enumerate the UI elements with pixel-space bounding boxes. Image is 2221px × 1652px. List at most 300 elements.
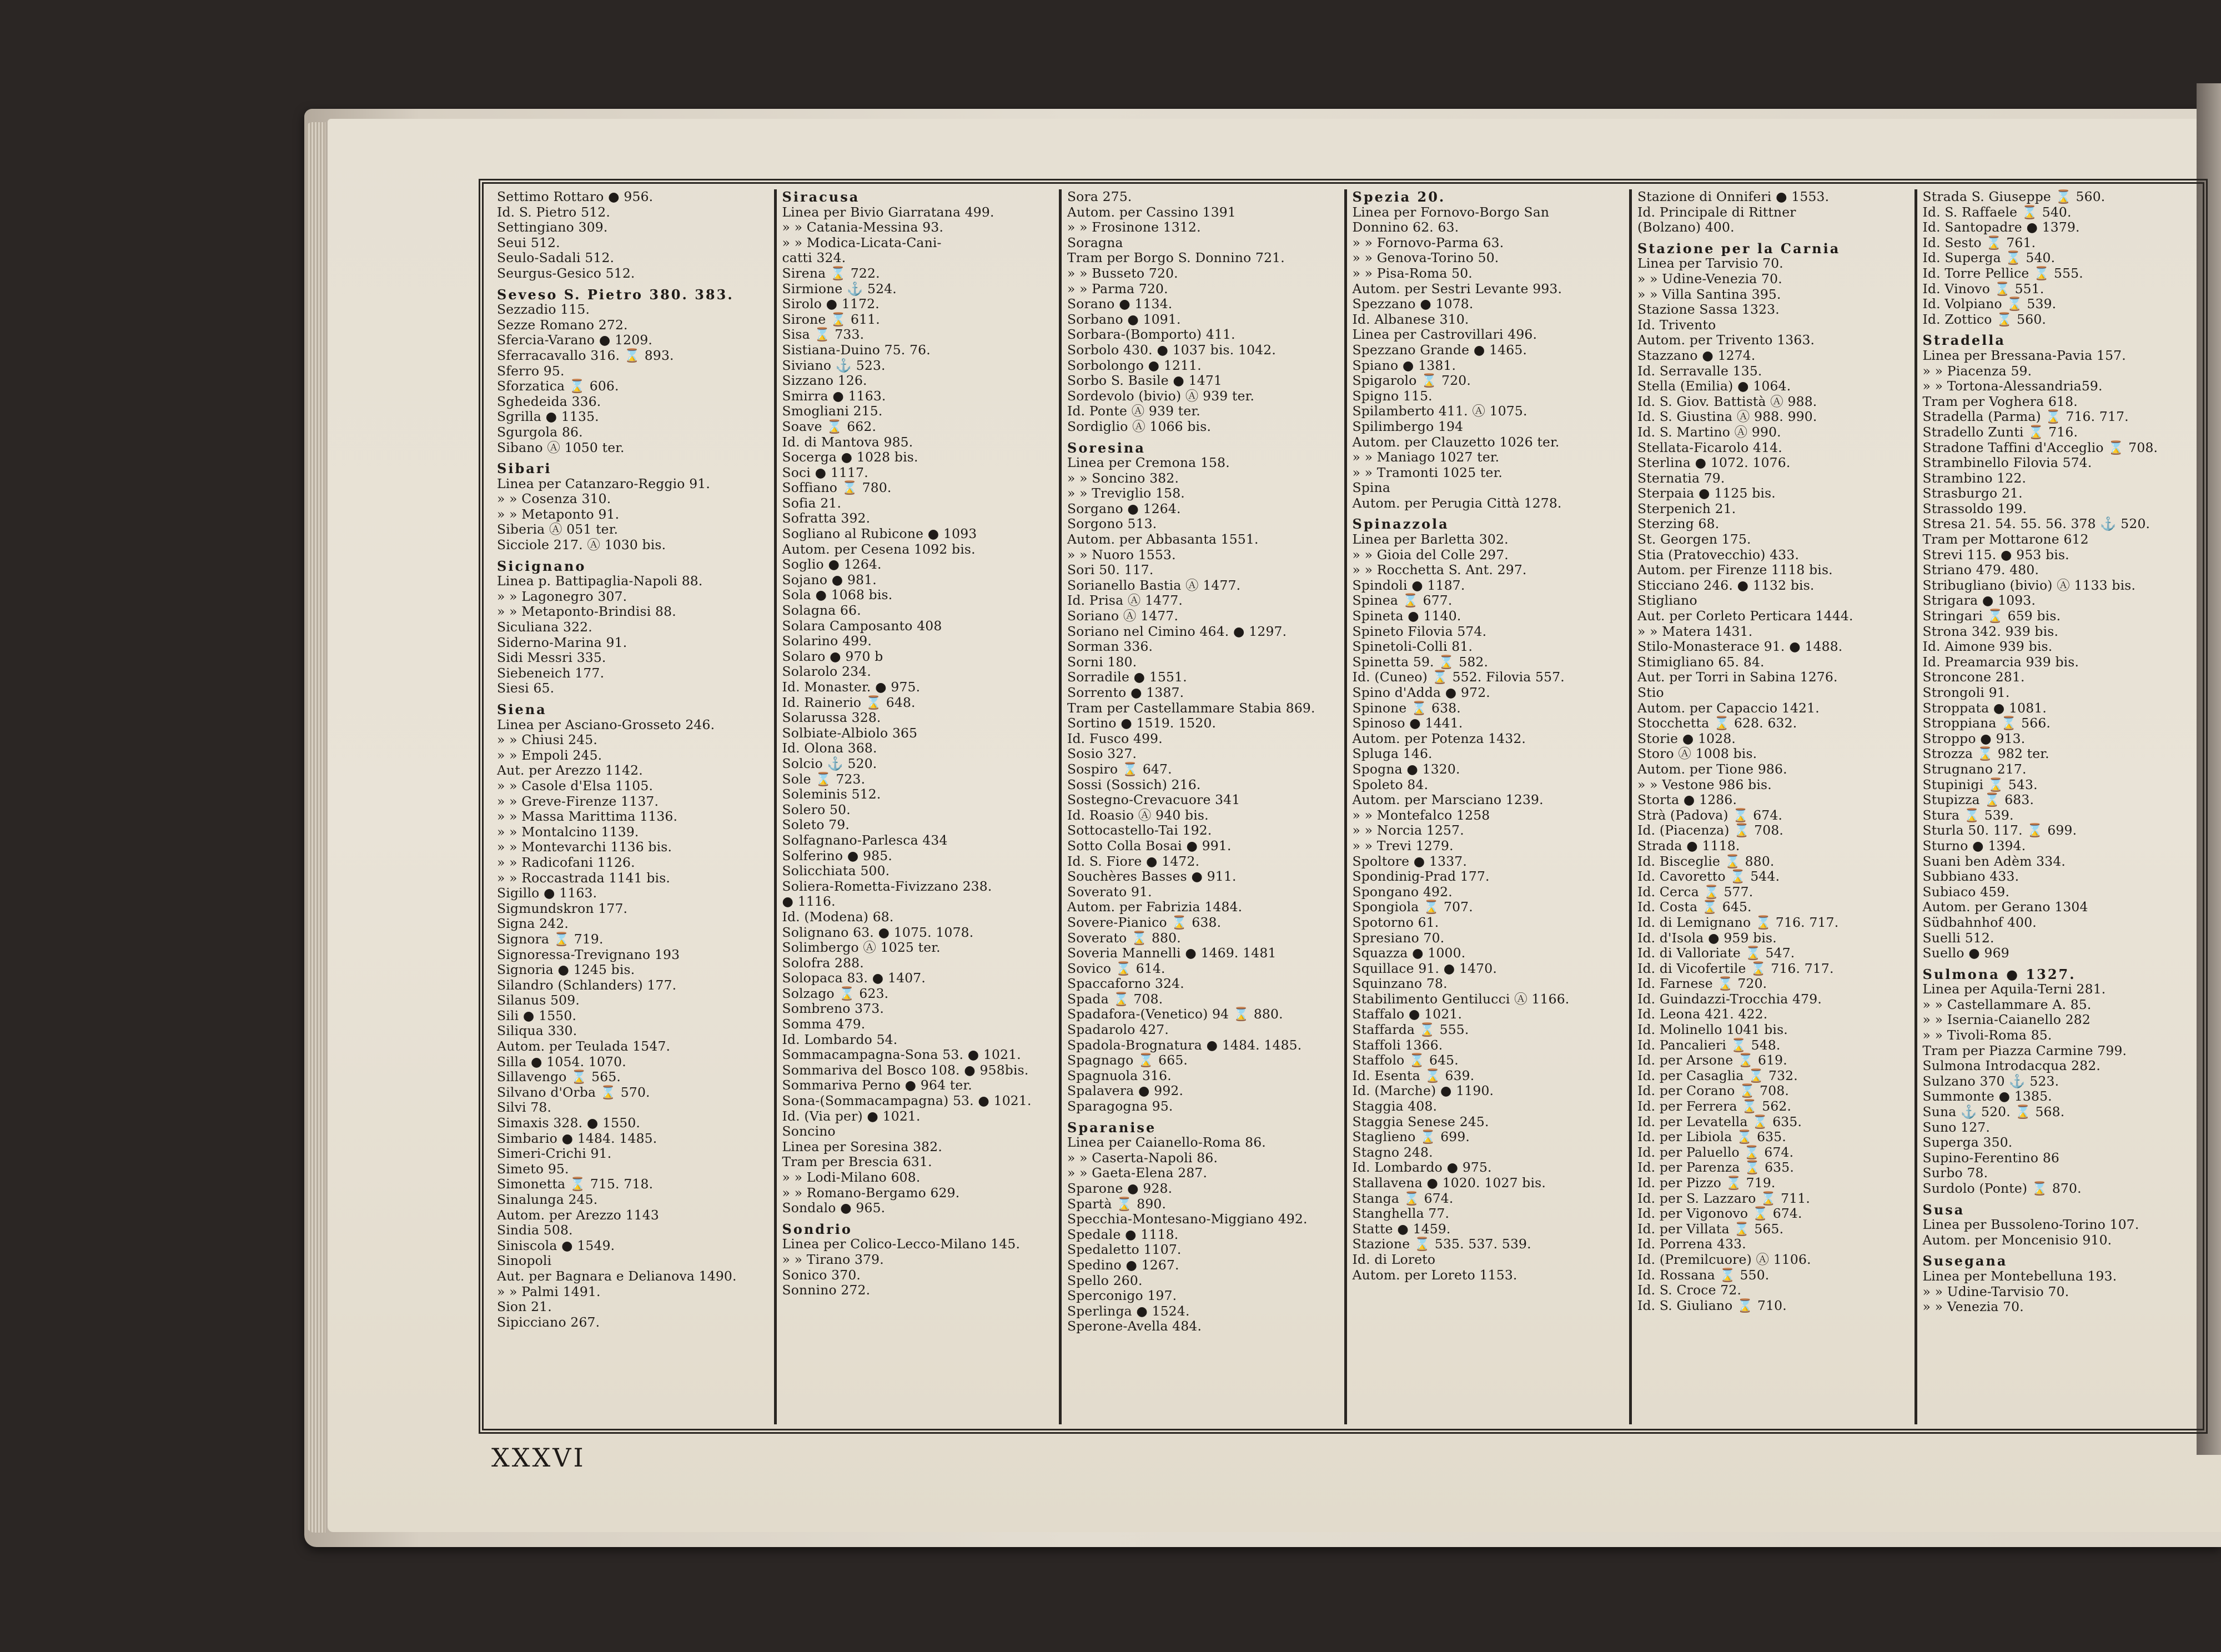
index-entry: Id. (Cuneo) ⌛ 552. Filovia 557.: [1352, 669, 1565, 685]
index-entry: Stroppo ● 913.: [1922, 730, 2026, 746]
index-entry: Id. Trivento: [1637, 317, 1716, 333]
index-entry: Signora ⌛ 719.: [497, 931, 604, 947]
index-entry: Sorbolo 430. ● 1037 bis. 1042.: [1067, 342, 1276, 358]
index-entry: Spoltore ● 1337.: [1352, 853, 1468, 869]
index-entry: » » Metaponto 91.: [497, 506, 620, 522]
index-entry: Sperone-Avella 484.: [1067, 1318, 1202, 1334]
index-entry: Stazione ⌛ 535. 537. 539.: [1352, 1236, 1531, 1252]
index-entry: Spigarolo ⌛ 720.: [1352, 373, 1471, 389]
index-entry: Id. d'Isola ● 959 bis.: [1637, 930, 1777, 946]
index-entry: Sion 21.: [497, 1299, 552, 1315]
index-entry: Squinzano 78.: [1352, 976, 1448, 992]
station-heading: Seveso S. Pietro 380. 383.: [497, 286, 734, 303]
index-entry: Silvano d'Orba ⌛ 570.: [497, 1084, 650, 1100]
index-entry: » » Roccastrada 1141 bis.: [497, 870, 671, 886]
index-entry: Strada S. Giuseppe ⌛ 560.: [1922, 189, 2106, 204]
index-entry: Id. per Parenza ⌛ 635.: [1637, 1159, 1794, 1176]
index-entry: Stroncone 281.: [1922, 669, 2025, 685]
index-entry: Tram per Borgo S. Donnino 721.: [1067, 250, 1285, 266]
index-entry: Strada ● 1118.: [1637, 837, 1740, 853]
index-entry: » » Montevarchi 1136 bis.: [497, 839, 672, 855]
index-entry: Soleminis 512.: [782, 786, 881, 802]
index-entry: Sovico ⌛ 614.: [1067, 960, 1165, 976]
index-entry: Id. per Vigonovo ⌛ 674.: [1637, 1206, 1802, 1222]
index-entry: Linea per Bussoleno-Torino 107.: [1922, 1217, 2139, 1233]
index-entry: Donnino 62. 63.: [1352, 219, 1459, 235]
index-entry: Suani ben Adèm 334.: [1922, 853, 2066, 869]
index-entry: Seulo-Sadali 512.: [497, 250, 615, 266]
index-entry: Id. S. Martino Ⓐ 990.: [1637, 424, 1781, 440]
index-entry: Id. Monaster. ● 975.: [782, 679, 921, 695]
index-entry: Soliera-Rometta-Fivizzano 238.: [782, 878, 992, 894]
index-entry: Solopaca 83. ● 1407.: [782, 970, 926, 986]
index-entry: Id. Bisceglie ⌛ 880.: [1637, 853, 1775, 869]
index-entry: Sorni 180.: [1067, 654, 1137, 670]
index-entry: Sigmundskron 177.: [497, 900, 628, 916]
index-entry: Staggia 408.: [1352, 1098, 1438, 1114]
index-entry: Staffolo ⌛ 645.: [1352, 1052, 1459, 1068]
index-entry: Sirena ⌛ 722.: [782, 265, 880, 281]
index-entry: » » Udine-Venezia 70.: [1637, 270, 1782, 287]
index-entry: Spina: [1352, 480, 1390, 496]
index-entry: Signoria ● 1245 bis.: [497, 962, 635, 978]
index-entry: Solimbergo Ⓐ 1025 ter.: [782, 940, 941, 956]
index-entry: Id. Serravalle 135.: [1637, 363, 1762, 379]
index-entry: Sicciole 217. Ⓐ 1030 bis.: [497, 537, 666, 553]
index-entry: Soverato 91.: [1067, 883, 1152, 900]
index-entry: » » Rocchetta S. Ant. 297.: [1352, 562, 1527, 578]
index-entry: Soci ● 1117.: [782, 464, 868, 480]
index-entry: Sterlina ● 1072. 1076.: [1637, 455, 1791, 471]
index-entry: Solzago ⌛ 623.: [782, 985, 889, 1001]
index-entry: Soverato ⌛ 880.: [1067, 930, 1181, 946]
index-entry: Spedaletto 1107.: [1067, 1242, 1182, 1258]
index-entry: Sirolo ● 1172.: [782, 296, 880, 312]
index-entry: Spedino ● 1267.: [1067, 1257, 1179, 1273]
index-entry: Siesi 65.: [497, 680, 555, 696]
index-entry: Strevi 115. ● 953 bis.: [1922, 546, 2069, 563]
station-heading: Susa: [1922, 1201, 1965, 1218]
index-entry: Soveria Mannelli ● 1469. 1481: [1067, 945, 1277, 961]
index-entry: Spalavera ● 992.: [1067, 1083, 1184, 1099]
index-entry: Spoleto 84.: [1352, 776, 1429, 792]
index-entry: Sindia 508.: [497, 1222, 573, 1238]
index-entry: » » Matera 1431.: [1637, 623, 1753, 639]
index-entry: Sommacampagna-Sona 53. ● 1021.: [782, 1047, 1021, 1063]
index-entry: » » Palmi 1491.: [497, 1283, 601, 1299]
index-entry: » » Vestone 986 bis.: [1637, 776, 1772, 792]
index-entry: » » Tortona-Alessandria59.: [1922, 378, 2103, 394]
index-entry: Storta ● 1286.: [1637, 792, 1737, 808]
index-entry: Spilamberto 411. Ⓐ 1075.: [1352, 403, 1527, 419]
index-entry: Sonico 370.: [782, 1267, 861, 1283]
index-entry: Spineto Filovia 574.: [1352, 623, 1487, 639]
index-entry: Id. S. Giov. Battistà Ⓐ 988.: [1637, 393, 1817, 409]
index-entry: Stio: [1637, 685, 1664, 700]
index-entry: Spadola-Brognatura ● 1484. 1485.: [1067, 1037, 1302, 1053]
index-entry: Autom. per Cassino 1391: [1067, 204, 1236, 220]
index-entry: Seui 512.: [497, 234, 560, 250]
index-entry: Tram per Brescia 631.: [782, 1154, 932, 1170]
station-heading: Sparanise: [1067, 1119, 1157, 1136]
index-entry: Id. Fusco 499.: [1067, 730, 1163, 746]
index-entry: » » Fornovo-Parma 63.: [1352, 234, 1504, 250]
index-entry: Suno 127.: [1922, 1119, 1991, 1135]
index-entry: » » Catania-Messina 93.: [782, 219, 944, 235]
index-entry: Socerga ● 1028 bis.: [782, 449, 918, 465]
index-entry: Sorbara-(Bomporto) 411.: [1067, 327, 1235, 343]
index-entry: Sospiro ⌛ 647.: [1067, 761, 1172, 777]
index-entry: Sofia 21.: [782, 495, 842, 511]
index-entry: Id. Cavoretto ⌛ 544.: [1637, 868, 1780, 885]
index-entry: Subbiano 433.: [1922, 868, 2019, 885]
index-entry: Autom. per Fabrizia 1484.: [1067, 899, 1243, 915]
index-entry: Sterzing 68.: [1637, 516, 1720, 532]
index-entry: Sparagogna 95.: [1067, 1098, 1173, 1114]
index-entry: Staffoli 1366.: [1352, 1037, 1443, 1053]
index-entry: Id. Aimone 939 bis.: [1922, 639, 2053, 655]
index-entry: Id. (Piacenza) ⌛ 708.: [1637, 822, 1784, 838]
index-entry: Sovere-Pianico ⌛ 638.: [1067, 914, 1222, 930]
index-entry: Subiaco 459.: [1922, 883, 2010, 900]
index-entry: Linea per Bivio Giarratana 499.: [782, 204, 994, 220]
index-entry: Sghedeida 336.: [497, 393, 601, 409]
index-entry: Id. Torre Pellice ⌛ 555.: [1922, 265, 2083, 281]
station-heading: Sicignano: [497, 558, 586, 574]
index-entry: Sorbo S. Basile ● 1471: [1067, 373, 1222, 389]
index-entry: Sofratta 392.: [782, 510, 871, 526]
index-entry: Stazzano ● 1274.: [1637, 347, 1756, 363]
index-entry: Siderno-Marina 91.: [497, 634, 627, 650]
index-entry: Sorrento ● 1387.: [1067, 685, 1184, 700]
index-entry: Spongiola ⌛ 707.: [1352, 899, 1473, 915]
index-entry: » » Nuoro 1553.: [1067, 546, 1176, 563]
index-entry: Sezze Romano 272.: [497, 317, 628, 333]
index-entry: » » Parma 720.: [1067, 280, 1168, 297]
index-entry: Smogliani 215.: [782, 403, 883, 419]
index-entry: Spindoli ● 1187.: [1352, 577, 1465, 593]
index-entry: Suna ⚓ 520. ⌛ 568.: [1922, 1104, 2065, 1120]
index-entry: Sferracavallo 316. ⌛ 893.: [497, 347, 674, 363]
index-entry: Id. Molinello 1041 bis.: [1637, 1022, 1788, 1038]
index-entry: » » Isernia-Caianello 282: [1922, 1012, 2091, 1028]
index-entry: » » Tramonti 1025 ter.: [1352, 464, 1503, 480]
index-entry: Sidi Messri 335.: [497, 650, 606, 666]
index-entry: » » Gaeta-Elena 287.: [1067, 1165, 1208, 1181]
index-entry: Stilo-Monasterace 91. ● 1488.: [1637, 639, 1843, 655]
index-entry: Solcio ⚓ 520.: [782, 755, 877, 771]
station-heading: Siena: [497, 701, 547, 717]
station-heading: Spezia 20.: [1352, 189, 1446, 205]
index-entry: Suello ● 969: [1922, 945, 2009, 961]
index-column-1: [491, 189, 777, 1424]
index-entry: » » Metaponto-Brindisi 88.: [497, 604, 676, 620]
index-entry: Sotto Colla Bosai ● 991.: [1067, 837, 1232, 853]
index-entry: ● 1116.: [782, 893, 836, 910]
index-entry: Stroppiana ⌛ 566.: [1922, 715, 2051, 731]
index-entry: Autom. per Perugia Città 1278.: [1352, 495, 1562, 511]
index-entry: Tram per Piazza Carmine 799.: [1922, 1042, 2127, 1058]
index-entry: Id. per Casaglia ⌛ 732.: [1637, 1067, 1798, 1083]
index-entry: Sordevolo (bivio) Ⓐ 939 ter.: [1067, 388, 1255, 404]
index-entry: Sparone ● 928.: [1067, 1181, 1173, 1196]
index-entry: Solfagnano-Parlesca 434: [782, 832, 948, 848]
index-entry: Soave ⌛ 662.: [782, 418, 877, 434]
index-entry: Sigillo ● 1163.: [497, 885, 597, 901]
index-entry: Solicchiata 500.: [782, 863, 890, 879]
index-entry: Id. Esenta ⌛ 639.: [1352, 1067, 1475, 1083]
index-entry: Spresiano 70.: [1352, 930, 1445, 946]
index-entry: Silandro (Schlanders) 177.: [497, 977, 677, 993]
index-entry: Strambino 122.: [1922, 470, 2027, 486]
index-entry: Stribugliano (bivio) Ⓐ 1133 bis.: [1922, 577, 2136, 593]
index-entry: Sora 275.: [1067, 189, 1132, 204]
index-entry: Linea per Tarvisio 70.: [1637, 255, 1783, 272]
index-entry: » » Montalcino 1139.: [497, 824, 639, 840]
index-entry: Sizzano 126.: [782, 373, 867, 389]
index-entry: Solofra 288.: [782, 955, 864, 971]
index-entry: Stabilimento Gentilucci Ⓐ 1166.: [1352, 991, 1570, 1007]
index-entry: » » Castellammare A. 85.: [1922, 996, 2092, 1012]
index-entry: » » Montefalco 1258: [1352, 807, 1490, 823]
index-entry: Strasburgo 21.: [1922, 485, 2023, 501]
index-entry: Id. Superga ⌛ 540.: [1922, 250, 2056, 266]
index-entry: » » Greve-Firenze 1137.: [497, 793, 659, 809]
index-entry: » » Trevi 1279.: [1352, 837, 1454, 853]
index-entry: » » Frosinone 1312.: [1067, 219, 1201, 235]
index-entry: Stresa 21. 54. 55. 56. 378 ⚓ 520.: [1922, 516, 2150, 532]
index-entry: Stella (Emilia) ● 1064.: [1637, 378, 1791, 394]
index-entry: Id. Farnese ⌛ 720.: [1637, 976, 1767, 992]
index-entry: » » Lagonegro 307.: [497, 588, 627, 604]
index-entry: Stanghella 77.: [1352, 1206, 1450, 1222]
index-entry: Aut. per Bagnara e Delianova 1490.: [497, 1268, 737, 1284]
index-entry: Autom. per Tione 986.: [1637, 761, 1787, 777]
index-entry: Sinopoli: [497, 1253, 552, 1269]
index-entry: Strozza ⌛ 982 ter.: [1922, 746, 2049, 762]
index-entry: Spezzano ● 1078.: [1352, 296, 1474, 312]
index-entry: Spigno 115.: [1352, 388, 1433, 404]
index-entry: Sisa ⌛ 733.: [782, 327, 865, 343]
index-entry: Spluga 146.: [1352, 746, 1433, 762]
index-entry: Soleto 79.: [782, 817, 850, 833]
index-entry: Staggia Senese 245.: [1352, 1113, 1489, 1129]
index-entry: Autom. per Teulada 1547.: [497, 1038, 671, 1055]
index-entry: Solagna 66.: [782, 602, 861, 619]
index-entry: Spagnuola 316.: [1067, 1067, 1172, 1083]
index-entry: Spinetoli-Colli 81.: [1352, 639, 1473, 655]
index-entry: St. Georgen 175.: [1637, 531, 1751, 548]
index-entry: Sostegno-Crevacuore 341: [1067, 792, 1240, 808]
index-entry: Sottocastello-Tai 192.: [1067, 822, 1212, 838]
index-entry: Seurgus-Gesico 512.: [497, 265, 635, 281]
index-entry: » » Casole d'Elsa 1105.: [497, 777, 654, 794]
index-entry: Id. S. Croce 72.: [1637, 1282, 1742, 1298]
station-heading: Susegana: [1922, 1253, 2008, 1269]
index-entry: Linea per Castrovillari 496.: [1352, 327, 1537, 343]
index-entry: Simaxis 328. ● 1550.: [497, 1115, 641, 1131]
index-entry: Sfercia-Varano ● 1209.: [497, 332, 653, 348]
station-heading: Sibari: [497, 460, 552, 477]
index-entry: Spilimbergo 194: [1352, 418, 1464, 434]
index-entry: Sulzano 370 ⚓ 523.: [1922, 1073, 2059, 1089]
index-entry: Stocchetta ⌛ 628. 632.: [1637, 715, 1797, 731]
index-entry: Aut. per Torri in Sabina 1276.: [1637, 669, 1838, 685]
index-entry: Solferino ● 985.: [782, 847, 892, 863]
index-entry: Autom. per Moncenisio 910.: [1922, 1232, 2112, 1248]
index-entry: Squazza ● 1000.: [1352, 945, 1466, 961]
index-entry: » » Chiusi 245.: [497, 732, 597, 748]
index-entry: Sossi (Sossich) 216.: [1067, 776, 1201, 792]
index-entry: Sole ⌛ 723.: [782, 771, 866, 787]
station-heading: Soresina: [1067, 439, 1145, 456]
index-entry: Id. Sesto ⌛ 761.: [1922, 234, 2036, 250]
index-entry: Staffalo ● 1021.: [1352, 1006, 1463, 1022]
index-entry: Soncino: [782, 1123, 836, 1139]
index-entry: Solarino 499.: [782, 633, 872, 649]
index-column-4: [1347, 189, 1632, 1424]
index-entry: Spello 260.: [1067, 1272, 1143, 1288]
index-entry: Sorgono 513.: [1067, 516, 1157, 532]
index-entry: Stupinigi ⌛ 543.: [1922, 776, 2038, 792]
index-entry: Aut. per Arezzo 1142.: [497, 762, 643, 779]
index-entry: Sorianello Bastia Ⓐ 1477.: [1067, 577, 1241, 593]
index-entry: Stradone Taffini d'Acceglio ⌛ 708.: [1922, 439, 2158, 455]
index-entry: Id. Lombardo 54.: [782, 1031, 898, 1047]
index-entry: Stupizza ⌛ 683.: [1922, 792, 2034, 808]
index-entry: Soriano Ⓐ 1477.: [1067, 608, 1179, 624]
index-entry: Surdolo (Ponte) ⌛ 870.: [1922, 1181, 2082, 1196]
index-entry: Sezzadio 115.: [497, 302, 590, 318]
index-entry: Sturla 50. 117. ⌛ 699.: [1922, 822, 2077, 838]
index-entry: Stringari ⌛ 659 bis.: [1922, 608, 2061, 624]
index-entry: Silla ● 1054. 1070.: [497, 1053, 626, 1069]
index-entry: Stroppata ● 1081.: [1922, 700, 2047, 716]
index-entry: Linea per Montebelluna 193.: [1922, 1268, 2117, 1284]
index-entry: Sogliano al Rubicone ● 1093: [782, 526, 977, 542]
index-entry: Simeri-Crichi 91.: [497, 1146, 612, 1162]
index-entry: Sistiana-Duino 75. 76.: [782, 342, 931, 358]
index-entry: Sirmione ⚓ 524.: [782, 280, 897, 297]
station-heading: Spinazzola: [1352, 516, 1449, 533]
index-entry: Id. Cerca ⌛ 577.: [1637, 883, 1753, 900]
index-entry: Id. per Villata ⌛ 565.: [1637, 1221, 1784, 1237]
index-entry: Id. per Ferrera ⌛ 562.: [1637, 1098, 1792, 1114]
index-entry: Spinea ⌛ 677.: [1352, 592, 1453, 609]
index-entry: » » Maniago 1027 ter.: [1352, 449, 1500, 465]
index-entry: Autom. per Capaccio 1421.: [1637, 700, 1820, 716]
station-heading: Sondrio: [782, 1221, 852, 1237]
index-entry: » » Treviglio 158.: [1067, 485, 1185, 501]
index-entry: Id. S. Fiore ● 1472.: [1067, 853, 1200, 869]
index-entry: Spinetta 59. ⌛ 582.: [1352, 654, 1489, 670]
index-entry: » » Pisa-Roma 50.: [1352, 265, 1473, 281]
index-entry: Id. di Vicofertile ⌛ 716. 717.: [1637, 960, 1834, 976]
index-entry: Stanga ⌛ 674.: [1352, 1190, 1454, 1206]
index-entry: Sili ● 1550.: [497, 1007, 577, 1023]
index-entry: Stradella (Parma) ⌛ 716. 717.: [1922, 409, 2129, 425]
index-entry: Signoressa-Trevignano 193: [497, 946, 680, 962]
index-entry: Striano 479. 480.: [1922, 562, 2039, 578]
index-entry: Sosio 327.: [1067, 746, 1137, 762]
index-entry: Solarussa 328.: [782, 710, 881, 726]
index-entry: Sorman 336.: [1067, 639, 1153, 655]
index-entry: Autom. per Firenze 1118 bis.: [1637, 562, 1833, 578]
index-entry: Id. Porrena 433.: [1637, 1236, 1746, 1252]
index-entry: » » Massa Marittima 1136.: [497, 809, 678, 825]
index-entry: Autom. per Potenza 1432.: [1352, 730, 1526, 746]
index-entry: Sirone ⌛ 611.: [782, 311, 880, 327]
index-entry: Sommariva Perno ● 964 ter.: [782, 1077, 972, 1093]
index-entry: Stura ⌛ 539.: [1922, 807, 2014, 823]
index-entry: Stallavena ● 1020. 1027 bis.: [1352, 1175, 1546, 1191]
index-entry: » » Tivoli-Roma 85.: [1922, 1027, 2052, 1043]
index-entry: Id. Principale di Rittner: [1637, 204, 1796, 220]
index-entry: Id. S. Giuliano ⌛ 710.: [1637, 1297, 1787, 1313]
index-entry: Tram per Mottarone 612: [1922, 531, 2089, 548]
index-entry: Solignano 63. ● 1075. 1078.: [782, 924, 974, 940]
index-entry: Linea per Colico-Lecco-Milano 145.: [782, 1236, 1021, 1252]
index-entry: Linea per Fornovo-Borgo San: [1352, 204, 1550, 220]
index-entry: Id. Ponte Ⓐ 939 ter.: [1067, 403, 1200, 419]
index-entry: Id. Rainerio ⌛ 648.: [782, 694, 916, 710]
index-entry: Sterpenich 21.: [1637, 500, 1736, 516]
index-entry: Id. di Loreto: [1352, 1251, 1436, 1267]
index-entry: » » Piacenza 59.: [1922, 363, 2032, 379]
index-entry: » » Cosenza 310.: [497, 491, 611, 507]
index-entry: Staglieno ⌛ 699.: [1352, 1129, 1470, 1145]
index-entry: Spezzano Grande ● 1465.: [1352, 342, 1527, 358]
index-entry: Soragna: [1067, 234, 1123, 250]
index-entry: Stradello Zunti ⌛ 716.: [1922, 424, 2078, 440]
index-entry: Id. S. Raffaele ⌛ 540.: [1922, 204, 2072, 220]
index-entry: Sibano Ⓐ 1050 ter.: [497, 439, 625, 455]
index-entry: Strigara ● 1093.: [1922, 592, 2036, 609]
index-entry: Stagno 248.: [1352, 1144, 1433, 1160]
index-entry: » » Tirano 379.: [782, 1251, 884, 1267]
index-entry: » » Romano-Bergamo 629.: [782, 1184, 960, 1201]
index-entry: Simbario ● 1484. 1485.: [497, 1130, 657, 1146]
index-entry: Id. (Premilcuore) Ⓐ 1106.: [1637, 1251, 1811, 1267]
index-entry: Id. Santopadre ● 1379.: [1922, 219, 2080, 235]
index-entry: Sonnino 272.: [782, 1282, 871, 1298]
index-entry: Sola ● 1068 bis.: [782, 587, 893, 603]
index-entry: Sferro 95.: [497, 363, 565, 379]
index-entry: Id. Rossana ⌛ 550.: [1637, 1267, 1770, 1283]
index-entry: Id. per Libiola ⌛ 635.: [1637, 1129, 1786, 1145]
index-entry: Autom. per Sestri Levante 993.: [1352, 280, 1562, 297]
index-entry: Sona-(Sommacampagna) 53. ● 1021.: [782, 1093, 1032, 1109]
index-entry: Strambinello Filovia 574.: [1922, 455, 2092, 471]
index-entry: Siberia Ⓐ 051 ter.: [497, 521, 619, 538]
index-entry: Linea per Bressana-Pavia 157.: [1922, 347, 2126, 363]
index-entry: Staffarda ⌛ 555.: [1352, 1022, 1469, 1038]
index-entry: Solara Camposanto 408: [782, 617, 942, 634]
index-entry: Stia (Pratovecchio) 433.: [1637, 546, 1800, 563]
index-entry: Autom. per Cesena 1092 bis.: [782, 541, 976, 557]
index-entry: Signa 242.: [497, 916, 569, 932]
index-entry: » » Villa Santina 395.: [1637, 286, 1781, 302]
index-entry: Simonetta ⌛ 715. 718.: [497, 1176, 654, 1192]
index-entry: Linea per Cremona 158.: [1067, 455, 1230, 471]
index-entry: Strongoli 91.: [1922, 685, 2010, 700]
index-entry: Specchia-Montesano-Miggiano 492.: [1067, 1211, 1308, 1227]
index-entry: Somma 479.: [782, 1016, 866, 1032]
index-column-2: [777, 189, 1062, 1424]
index-entry: (Bolzano) 400.: [1637, 219, 1735, 235]
index-entry: Id. (Modena) 68.: [782, 908, 894, 925]
index-entry: Spagnago ⌛ 665.: [1067, 1052, 1188, 1068]
